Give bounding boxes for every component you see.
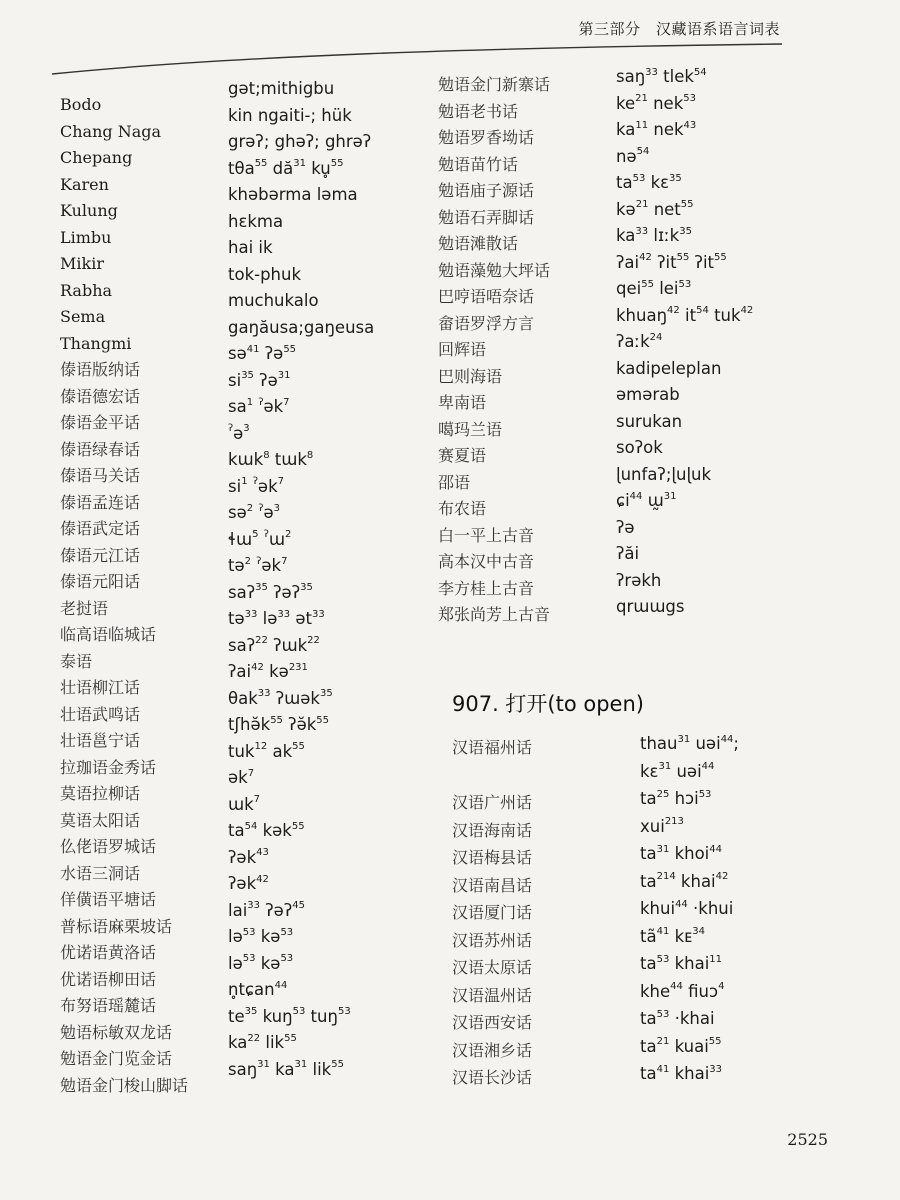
left-language-column bbox=[60, 92, 225, 1099]
language-name: 勉语老书话 bbox=[438, 101, 519, 121]
language-name bbox=[452, 762, 632, 790]
language-name: 汉语湘乡话 bbox=[452, 1040, 533, 1060]
language-name: 回辉语 bbox=[438, 340, 487, 359]
form-entry: gət;mithigbu bbox=[228, 79, 335, 98]
language-name: 卑南语 bbox=[438, 393, 487, 412]
language-name: 白一平上古音 bbox=[438, 525, 535, 545]
section-form-column bbox=[640, 730, 830, 1088]
language-name: 傣语武定话 bbox=[60, 519, 141, 538]
language-name: 优诺语黄洛话 bbox=[60, 943, 157, 962]
form-entry: ʔăi bbox=[616, 544, 640, 563]
form-entry: khui$^{44}$ ·khui bbox=[640, 898, 734, 918]
form-entry: kə$^{21}$ net$^{55}$ bbox=[616, 199, 694, 219]
form-entry: $ta^{31}$ khoi$^{44}$ bbox=[640, 843, 722, 863]
form-entry: khe$^{44}$ fiuɔ$^4$ bbox=[640, 981, 725, 1001]
language-name: 郑张尚芳上古音 bbox=[438, 605, 551, 624]
form-entry: ɬɯ$^5$ $^ʔ$ɯ$^2$ bbox=[228, 529, 292, 549]
language-name: 壮语邕宁话 bbox=[60, 731, 141, 750]
language-name: 临高语临城话 bbox=[60, 625, 157, 644]
language-name: Chang Naga bbox=[60, 121, 162, 141]
language-name: Karen bbox=[60, 174, 109, 194]
form-entry: saʔ$^{35}$ ʔəʔ$^{35}$ bbox=[228, 582, 313, 602]
language-name: 勉语滩散话 bbox=[438, 234, 519, 253]
form-entry: lə$^{53}$ kə$^{53}$ bbox=[228, 953, 294, 973]
form-entry: $te^{35}$ kuŋ$^{53}$ tuŋ$^{53}$ bbox=[228, 1006, 351, 1026]
language-name: 佯僙语平塘话 bbox=[60, 890, 157, 909]
language-name: 普标语麻栗坡话 bbox=[60, 916, 173, 936]
language-name: Chepang bbox=[60, 148, 133, 167]
language-name: 水语三洞话 bbox=[60, 863, 141, 883]
language-name: 邵语 bbox=[438, 472, 471, 492]
form-entry: $si^{35}$ ʔə$^{31}$ bbox=[228, 370, 291, 390]
page-number: 2525 bbox=[787, 1130, 828, 1149]
form-entry: ʔai$^{42}$ kə$^{231}$ bbox=[228, 661, 308, 681]
language-name: 汉语福州话 bbox=[452, 738, 533, 757]
language-name: 勉语庙子源话 bbox=[438, 181, 535, 200]
form-entry: ʔək$^{43}$ bbox=[228, 847, 269, 867]
language-name: Limbu bbox=[60, 227, 112, 247]
form-entry: $ka^{22}$ lik$^{55}$ bbox=[228, 1032, 297, 1052]
form-entry: ʔaːk$^{24}$ bbox=[616, 331, 663, 351]
form-entry: kadipeleplan bbox=[616, 358, 722, 378]
form-entry: ək$^7$ bbox=[228, 767, 255, 787]
language-name: 汉语广州话 bbox=[452, 793, 533, 812]
form-entry: $ta^{21}$ kuai$^{55}$ bbox=[640, 1036, 722, 1056]
form-entry: sə$^{41}$ ʔə$^{55}$ bbox=[228, 343, 297, 363]
language-name: 老挝语 bbox=[60, 598, 109, 618]
form-entry: muchukalo bbox=[228, 291, 319, 310]
form-entry: qei$^{55}$ lei$^{53}$ bbox=[616, 278, 692, 298]
language-name: 傣语德宏话 bbox=[60, 386, 141, 406]
language-name: 泰语 bbox=[60, 651, 93, 671]
language-name: 巴哼语唔奈话 bbox=[438, 287, 535, 306]
form-entry: $ta^{25}$ hɔi$^{53}$ bbox=[640, 788, 712, 808]
form-entry: xui$^{213}$ bbox=[640, 816, 684, 836]
language-name: Thangmi bbox=[60, 333, 132, 353]
form-entry: $tʃhə̆k^{55}$ $ʔə̆k^{55}$ bbox=[228, 714, 330, 734]
language-name: 仫佬语罗城话 bbox=[60, 837, 157, 856]
form-entry: khəbərma ləma bbox=[228, 185, 358, 204]
language-name: 汉语西安话 bbox=[452, 1013, 533, 1032]
form-entry: ʔə bbox=[616, 517, 635, 537]
form-entry: sə$^2$ $^ʔ$ə$^3$ bbox=[228, 502, 281, 522]
form-entry: $ta^{214}$ khai$^{42}$ bbox=[640, 871, 729, 891]
language-name: 勉语罗香坳话 bbox=[438, 128, 535, 147]
language-name: 勉语金门梭山脚话 bbox=[60, 1075, 189, 1095]
language-name: 勉语苗竹话 bbox=[438, 154, 519, 174]
form-entry: $ta^{53}$ khai$^{11}$ bbox=[640, 953, 723, 973]
language-name: 汉语长沙话 bbox=[452, 1068, 533, 1087]
language-name: 壮语武鸣话 bbox=[60, 704, 141, 724]
form-entry: grəʔ; ghəʔ; ghrəʔ bbox=[228, 132, 372, 151]
form-entry: $ka^{11}$ nek$^{43}$ bbox=[616, 119, 697, 139]
language-name: 布农语 bbox=[438, 499, 487, 518]
form-entry: ʔək$^{42}$ bbox=[228, 873, 269, 893]
language-name: 汉语太原话 bbox=[452, 958, 533, 977]
language-name: 傣语金平话 bbox=[60, 413, 141, 432]
form-entry: surukan bbox=[616, 411, 683, 431]
language-name: 傣语元阳话 bbox=[60, 572, 141, 591]
form-entry: hɛkma bbox=[228, 211, 284, 231]
language-name: 傣语元江话 bbox=[60, 545, 141, 565]
section-heading: 907. 打开(to open) bbox=[452, 692, 644, 716]
language-name: 巴则海语 bbox=[438, 366, 503, 386]
left-form-column bbox=[228, 76, 428, 1083]
language-name: 勉语金门览金话 bbox=[60, 1049, 173, 1068]
language-name: 勉语藻勉大坪话 bbox=[438, 260, 551, 280]
language-name: 傣语孟连话 bbox=[60, 492, 141, 512]
language-name: 优诺语柳田话 bbox=[60, 969, 157, 989]
language-name: Kulung bbox=[60, 201, 118, 220]
form-entry: kɯk$^8$ tɯk$^8$ bbox=[228, 449, 314, 469]
form-entry: ʔrəkh bbox=[616, 570, 662, 590]
language-name: 汉语梅县话 bbox=[452, 848, 533, 867]
right-form-column bbox=[616, 64, 806, 621]
form-entry: saʔ$^{22}$ ʔɯk$^{22}$ bbox=[228, 635, 320, 655]
form-entry: tuk$^{12}$ $ak^{55}$ bbox=[228, 741, 305, 761]
form-entry: gaŋăusa;gaŋeusa bbox=[228, 317, 375, 337]
form-entry: soʔok bbox=[616, 438, 663, 457]
form-entry: ɕi$^{44}$ ɯ̰$^{31}$ bbox=[616, 490, 677, 510]
form-entry: thau$^{31}$ uəi$^{44}$; bbox=[640, 733, 739, 753]
section-language-column bbox=[452, 734, 632, 1092]
language-name: 勉语石弄脚话 bbox=[438, 207, 535, 227]
form-entry: kin ngaiti-; hük bbox=[228, 105, 352, 125]
language-name: 布努语瑶麓话 bbox=[60, 996, 157, 1015]
language-name: 傣语绿春话 bbox=[60, 439, 141, 459]
form-entry: nə$^{54}$ bbox=[616, 146, 650, 166]
language-name: 勉语金门新寨话 bbox=[438, 75, 551, 94]
language-name: 李方桂上古音 bbox=[438, 578, 535, 598]
language-name: 莫语拉柳话 bbox=[60, 784, 141, 803]
language-name: 高本汉中古音 bbox=[438, 552, 535, 571]
form-entry: $ke^{21}$ nek$^{53}$ bbox=[616, 93, 697, 113]
running-header: 第三部分 汉藏语系语言词表 bbox=[578, 20, 780, 38]
language-name: 汉语厦门话 bbox=[452, 903, 533, 922]
form-entry: tθa$^{55}$ $dă^{31}$ ku̥$^{55}$ bbox=[228, 158, 344, 178]
form-entry: $tã^{41}$ kᴇ$^{34}$ bbox=[640, 926, 705, 946]
form-entry: $ka^{33}$ lɪːk$^{35}$ bbox=[616, 225, 692, 245]
language-name: 汉语南昌话 bbox=[452, 875, 533, 895]
form-entry: ʔai$^{42}$ ʔit$^{55}$ ʔit$^{55}$ bbox=[616, 252, 727, 272]
right-language-column bbox=[438, 72, 613, 629]
form-entry: $ta^{53}$ ·khai bbox=[640, 1008, 715, 1028]
form-entry: qrɯɯgs bbox=[616, 597, 685, 616]
form-entry: $ta^{53}$ kɛ$^{35}$ bbox=[616, 172, 682, 192]
form-entry: θak$^{33}$ ʔɯək$^{35}$ bbox=[228, 688, 333, 708]
form-entry: kɛ$^{31}$ uəi$^{44}$ bbox=[640, 761, 715, 781]
language-name: Sema bbox=[60, 307, 106, 326]
language-name: 畲语罗浮方言 bbox=[438, 313, 535, 333]
form-entry: lə$^{53}$ kə$^{53}$ bbox=[228, 926, 294, 946]
form-entry: ɭunfaʔ;ɭuɭuk bbox=[616, 464, 712, 484]
language-name: 噶玛兰语 bbox=[438, 419, 503, 439]
language-name: 傣语版纳话 bbox=[60, 360, 141, 379]
form-entry: tə$^{33}$ lə$^{33}$ ət$^{33}$ bbox=[228, 608, 325, 628]
language-name: Rabha bbox=[60, 280, 113, 300]
form-entry: tə$^2$ $^ʔ$ək$^7$ bbox=[228, 555, 288, 575]
language-name: 汉语温州话 bbox=[452, 985, 533, 1005]
form-entry: hai ik bbox=[228, 238, 273, 257]
form-entry: tok-phuk bbox=[228, 264, 302, 284]
form-entry: $ta^{41}$ khai$^{33}$ bbox=[640, 1063, 723, 1083]
form-entry: saŋ$^{33}$ tlek$^{54}$ bbox=[616, 66, 707, 86]
form-entry: ɯk$^7$ bbox=[228, 794, 261, 814]
language-name: 汉语海南话 bbox=[452, 820, 533, 840]
language-name: 莫语太阳话 bbox=[60, 810, 141, 830]
form-entry: khuaŋ$^{42}$ $it^{54}$ tuk$^{42}$ bbox=[616, 305, 754, 325]
form-entry: saŋ$^{31}$ $ka^{31}$ lik$^{55}$ bbox=[228, 1059, 344, 1079]
language-name: 拉珈语金秀话 bbox=[60, 757, 157, 777]
form-entry: $^ʔ$ə$^3$ bbox=[228, 423, 250, 443]
language-name: 勉语标敏双龙话 bbox=[60, 1022, 173, 1042]
language-name: Mikir bbox=[60, 254, 104, 273]
form-entry: $ta^{54}$ kək$^{55}$ bbox=[228, 820, 305, 840]
language-name: 傣语马关话 bbox=[60, 466, 141, 485]
form-entry: n̥tɕan$^{44}$ bbox=[228, 979, 288, 999]
language-name: 赛夏语 bbox=[438, 446, 487, 465]
form-entry: $si^1$ $^ʔ$ək$^7$ bbox=[228, 476, 285, 496]
form-entry: $sa^1$ $^ʔ$ək$^7$ bbox=[228, 396, 290, 416]
language-name: Bodo bbox=[60, 95, 102, 114]
form-entry: əmərab bbox=[616, 385, 680, 404]
language-name: 汉语苏州话 bbox=[452, 930, 533, 950]
language-name: 壮语柳江话 bbox=[60, 678, 141, 697]
form-entry: lai$^{33}$ ʔəʔ$^{45}$ bbox=[228, 900, 305, 920]
